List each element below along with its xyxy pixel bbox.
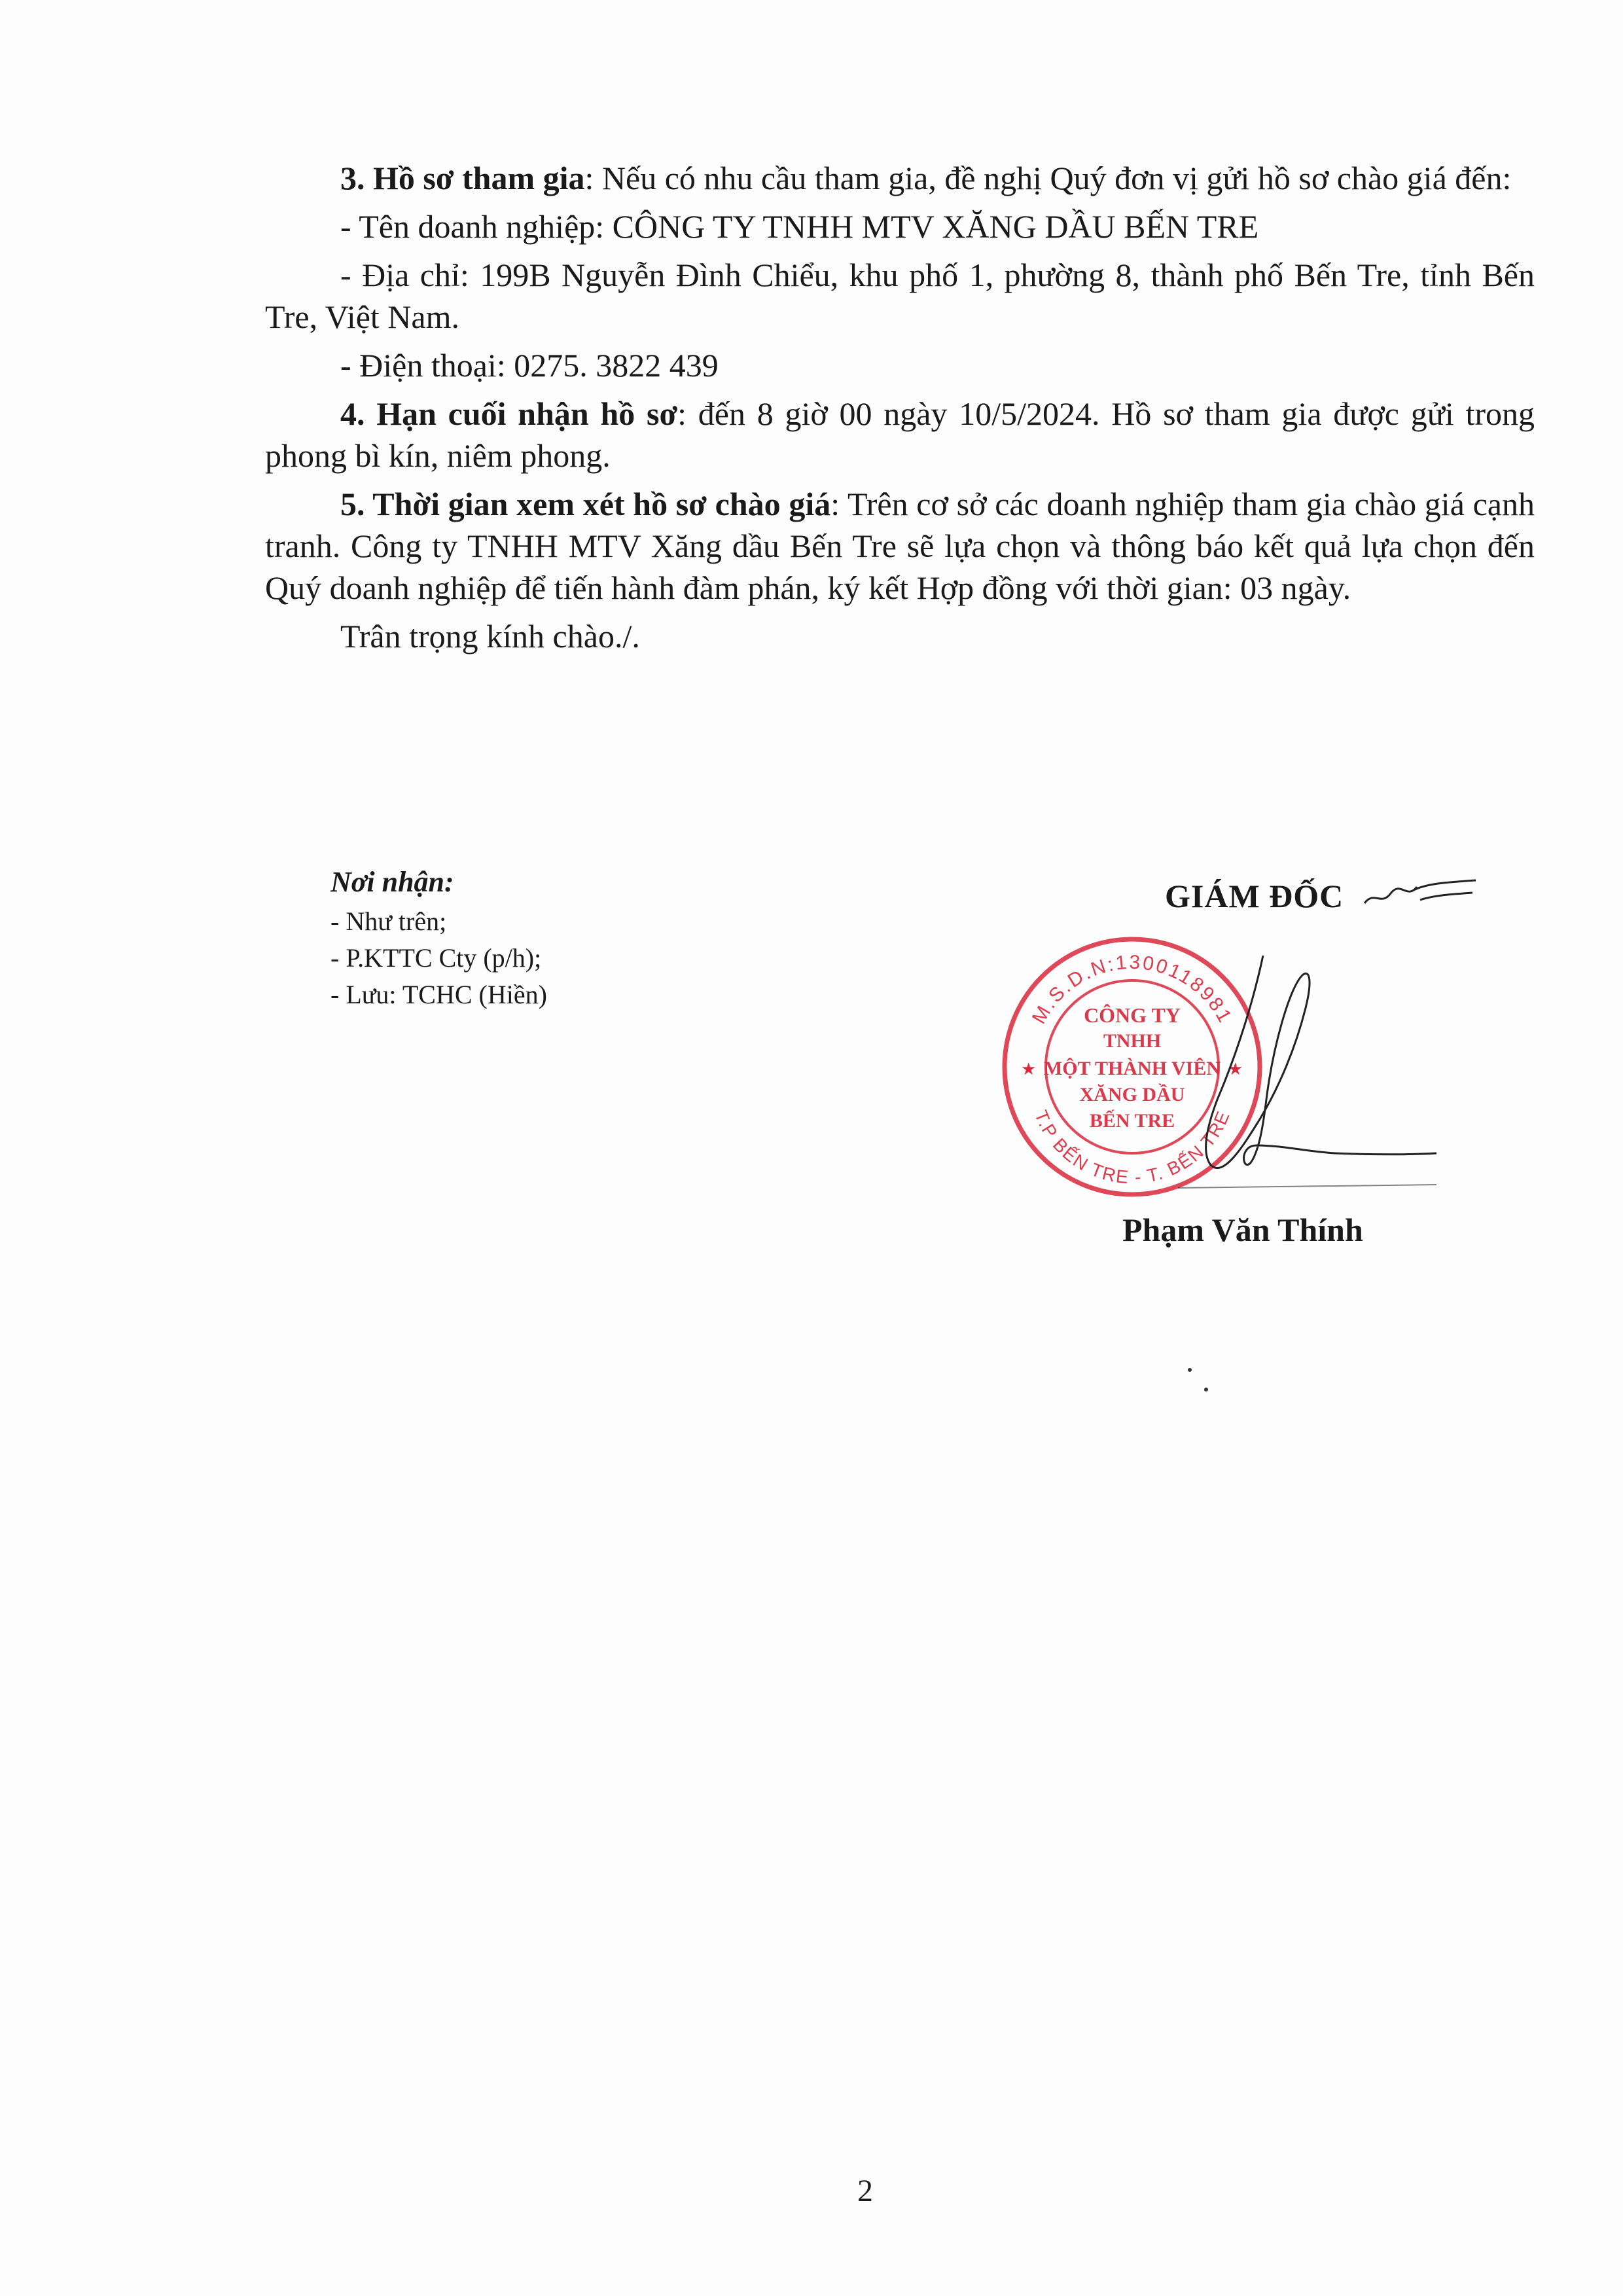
section-3-paragraph xyxy=(265,157,1535,199)
seal-line-1: CÔNG TY xyxy=(1084,1003,1181,1027)
seal-line-2: TNHH xyxy=(1103,1030,1162,1052)
section-5-text: : Trên cơ sở các doanh nghiệp tham gia chào giá cạnh tranh. Công ty TNHH MTV Xăng dầu Bến Tre sẽ lựa chọn và thông báo kết quả lựa chọn đến Quý doanh nghiệp để tiến hành đàm phán, ký kết Hợp đồng với thời gian: 03 ngày. xyxy=(265,486,1535,606)
address-line: - Địa chỉ: 199B Nguyễn Đình Chiểu, khu phố 1, phường 8, thành phố Bến Tre, tỉnh Bến Tre, Việt Nam. xyxy=(265,257,1535,335)
initial-scribble-icon xyxy=(1361,870,1479,916)
recipients-title: Nơi nhận: xyxy=(330,866,454,898)
scan-speck xyxy=(1204,1388,1208,1391)
handwritten-signature-icon xyxy=(1139,929,1440,1204)
document-body xyxy=(265,157,1535,664)
recipient-item: - Như trên; xyxy=(330,906,447,936)
signer-role: GIÁM ĐỐC xyxy=(1165,878,1344,914)
signature-block xyxy=(982,870,1505,1289)
seal-line-3: MỘT THÀNH VIÊN xyxy=(1043,1058,1221,1079)
section-5-paragraph xyxy=(265,483,1535,609)
page-number: 2 xyxy=(857,2174,873,2208)
signer-name: Phạm Văn Thính xyxy=(1122,1211,1363,1248)
recipient-item: - P.KTTC Cty (p/h); xyxy=(330,943,542,973)
section-4-text: : đến 8 giờ 00 ngày 10/5/2024. Hồ sơ tham gia được gửi trong phong bì kín, niêm phong. xyxy=(265,395,1535,474)
seal-star-right: ★ xyxy=(1228,1060,1243,1079)
section-3-text: : Nếu có nhu cầu tham gia, đề nghị Quý đơn vị gửi hồ sơ chào giá đến: xyxy=(584,160,1512,196)
recipient-item: - Lưu: TCHC (Hiền) xyxy=(330,980,547,1009)
phone-line: - Điện thoại: 0275. 3822 439 xyxy=(340,347,719,384)
seal-star-left: ★ xyxy=(1021,1060,1037,1079)
section-4-heading: 4. Hạn cuối nhận hồ sơ xyxy=(340,395,678,432)
seal-line-4: XĂNG DẦU xyxy=(1079,1084,1185,1105)
section-4-paragraph xyxy=(265,393,1535,476)
company-name-line: - Tên doanh nghiệp: CÔNG TY TNHH MTV XĂNG DẦU BẾN TRE xyxy=(340,208,1259,245)
recipients-block xyxy=(330,864,547,1013)
section-5-heading: 5. Thời gian xem xét hồ sơ chào giá xyxy=(340,486,831,522)
section-3-heading: 3. Hồ sơ tham gia xyxy=(340,160,585,196)
closing-line: Trân trọng kính chào./. xyxy=(340,618,640,655)
seal-outer-text: M.S.D.N:1300118981 xyxy=(1027,951,1237,1028)
scan-speck xyxy=(1188,1368,1192,1372)
seal-bottom-text: T.P BẾN TRE - T. BẾN TRE xyxy=(1030,1107,1234,1188)
seal-line-5: BẾN TRE xyxy=(1089,1110,1175,1132)
